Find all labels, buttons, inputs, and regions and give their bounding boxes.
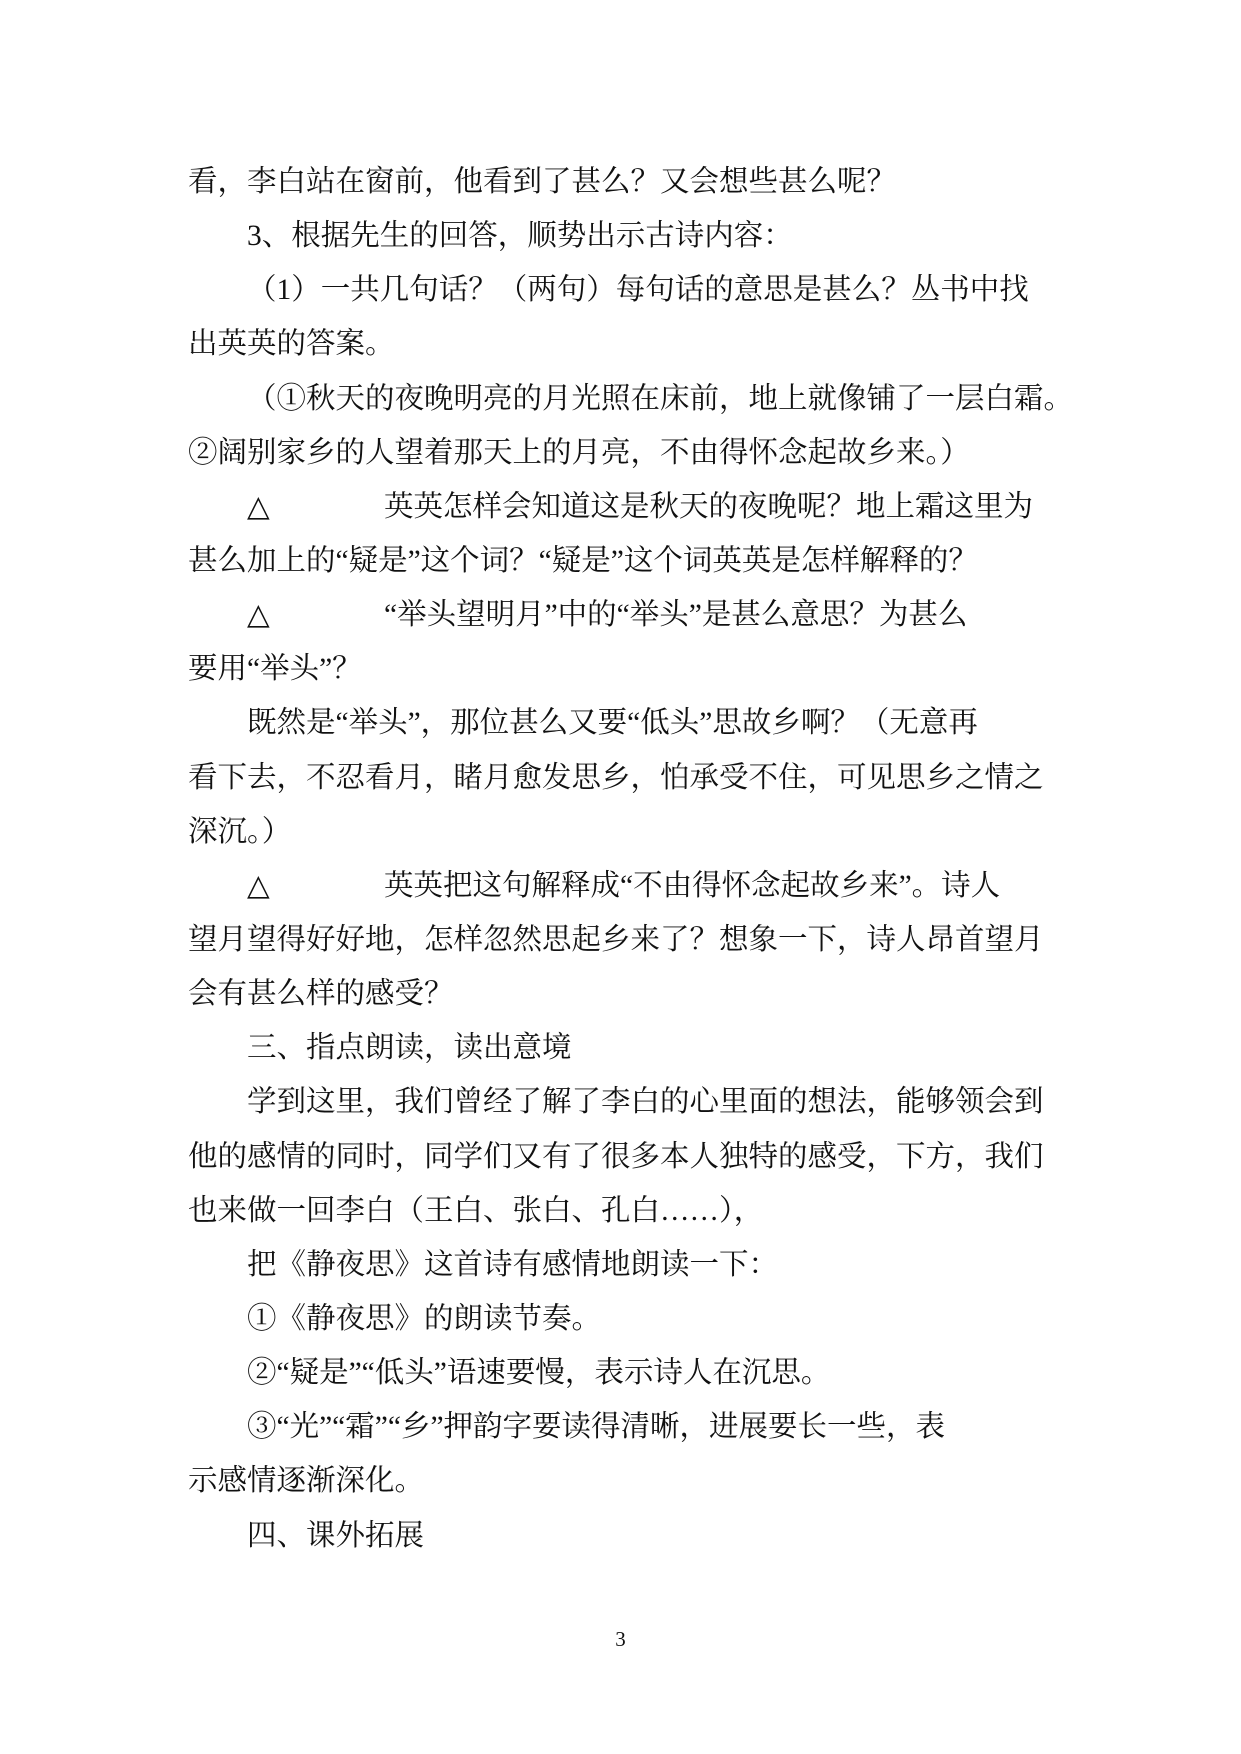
document-body <box>0 155 1241 1563</box>
text-line: 英英把这句解释成“不由得怀念起故乡来”。诗人 <box>384 869 1001 902</box>
triangle-bullet-icon: △ <box>247 490 270 523</box>
section-heading <box>0 1509 1241 1563</box>
question-paragraph <box>0 263 1241 371</box>
text-line: ③“光”“霜”“乡”押韵字要读得清晰，进展要长一些，表 <box>247 1411 946 1444</box>
text-line: ②阔别家乡的人望着那天上的月亮，不由得怀念起故乡来。） <box>188 436 970 469</box>
text-line: 三、指点朗读，读出意境 <box>247 1032 572 1065</box>
paragraph <box>0 155 1241 209</box>
text-line: ①《静夜思》的朗读节奏。 <box>247 1302 602 1335</box>
paragraph <box>0 1238 1241 1292</box>
list-item <box>0 1292 1241 1346</box>
section-heading <box>0 1021 1241 1075</box>
text-line: 他的感情的同时，同学们又有了很多本人独特的感受，下方，我们 <box>188 1140 1044 1173</box>
text-line: 会有甚么样的感受？ <box>188 978 454 1011</box>
text-line: （1）一共几句话？（两句）每句话的意思是甚么？丛书中找 <box>247 274 1029 307</box>
text-line: 甚么加上的“疑是”这个词？“疑是”这个词英英是怎样解释的？ <box>188 544 978 577</box>
text-line: 也来做一回李白（王白、张白、孔白……）， <box>188 1194 764 1227</box>
text-line: 望月望得好好地，怎样忽然思起乡来了？想象一下，诗人昂首望月 <box>188 923 1044 956</box>
text-line: ②“疑是”“低头”语速要慢，表示诗人在沉思。 <box>247 1357 831 1390</box>
text-line: 学到这里，我们曾经了解了李白的心里面的想法，能够领会到 <box>247 1086 1044 1119</box>
text-line: 看，李白站在窗前，他看到了甚么？又会想些甚么呢？ <box>188 166 897 198</box>
bullet-item <box>0 480 1241 588</box>
list-item <box>0 1400 1241 1508</box>
answer-paragraph <box>0 372 1241 480</box>
bullet-item <box>0 859 1241 1021</box>
text-line: 要用“举头”？ <box>188 653 362 686</box>
bullet-line <box>0 588 1241 642</box>
bullet-item <box>0 588 1241 696</box>
text-line: （①秋天的夜晚明亮的月光照在床前，地上就像铺了一层白霜。 <box>247 382 1074 415</box>
text-line: “举头望明月”中的“举头”是甚么意思？为甚么 <box>384 599 968 632</box>
text-line: 3、根据先生的回答，顺势出示古诗内容： <box>247 220 793 253</box>
text-line: 四、课外拓展 <box>247 1519 425 1552</box>
text-line: 英英怎样会知道这是秋天的夜晚呢？地上霜这里为 <box>384 490 1034 523</box>
text-line: 看下去，不忍看月，睹月愈发思乡，怕承受不住，可见思乡之情之 <box>188 761 1044 794</box>
text-line: 深沉。） <box>188 815 292 848</box>
list-item <box>0 1346 1241 1400</box>
paragraph <box>0 1075 1241 1237</box>
bullet-line <box>0 480 1241 534</box>
step-heading <box>0 209 1241 263</box>
text-line: 示感情逐渐深化。 <box>188 1465 425 1498</box>
text-line: 把《静夜思》这首诗有感情地朗读一下： <box>247 1248 779 1281</box>
text-line: 出英英的答案。 <box>188 328 395 361</box>
triangle-bullet-icon: △ <box>247 599 270 632</box>
text-line: 既然是“举头”，那位甚么又要“低头”思故乡啊？（无意再 <box>247 707 978 740</box>
paragraph <box>0 696 1241 858</box>
page-number: 3 <box>615 1627 626 1651</box>
bullet-line <box>0 859 1241 913</box>
triangle-bullet-icon: △ <box>247 869 270 902</box>
